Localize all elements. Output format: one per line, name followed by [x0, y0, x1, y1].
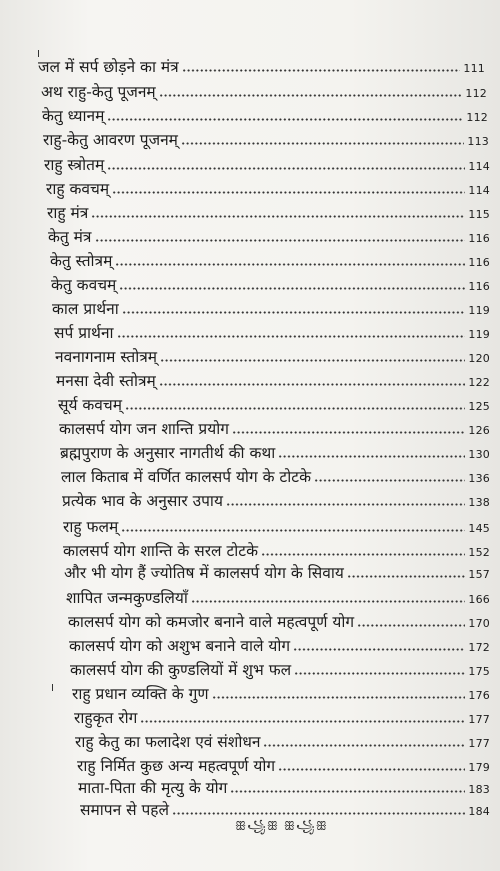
toc-entry-title: कालसर्प योग को अशुभ बनाने वाले योग — [69, 637, 291, 655]
toc-entry — [64, 560, 490, 582]
leader-dots — [293, 648, 465, 651]
toc-entry-title: राहु कवचम् — [46, 180, 110, 198]
toc-entry — [68, 609, 490, 631]
leader-dots — [107, 167, 465, 170]
toc-entry-title: राहु-केतु आवरण पूजनम् — [43, 131, 178, 149]
toc-entry-title: सूर्य कवचम् — [58, 396, 123, 414]
toc-entry-title: कालसर्प योग जन शान्ति प्रयोग — [59, 420, 229, 438]
toc-entry — [61, 464, 490, 486]
toc-entry — [54, 320, 490, 342]
toc-entry-page: 125 — [468, 400, 490, 413]
toc-entry-page: 172 — [468, 641, 490, 654]
toc-entry — [38, 54, 485, 76]
toc-entry-title: मनसा देवी स्तोत्रम् — [56, 372, 156, 390]
leader-dots — [278, 768, 465, 771]
toc-entry — [44, 152, 490, 174]
toc-entry — [58, 392, 490, 414]
toc-entry-page: 130 — [468, 448, 490, 461]
leader-dots — [172, 812, 465, 815]
toc-entry-page: 114 — [468, 184, 490, 197]
toc-entry — [70, 657, 490, 679]
toc-entry — [72, 681, 490, 703]
leader-dots — [122, 311, 466, 314]
toc-entry-title: कालसर्प योग की कुण्डलियों में शुभ फल — [70, 661, 292, 679]
leader-dots — [115, 263, 465, 266]
leader-dots — [191, 600, 465, 603]
toc-entry-title: राहु फलम् — [63, 518, 119, 536]
toc-entry-page: 112 — [466, 111, 488, 124]
toc-entry — [66, 585, 490, 607]
toc-entry-page: 122 — [468, 376, 490, 389]
toc-entry-title: नवनागनाम स्तोत्रम् — [55, 348, 158, 366]
toc-entry-page: 176 — [468, 689, 490, 702]
leader-dots — [91, 215, 465, 218]
toc-entry-page: 119 — [468, 304, 490, 317]
toc-entry-page: 116 — [468, 280, 490, 293]
toc-entry — [50, 248, 490, 270]
toc-entry-title: केतु ध्यानम् — [42, 107, 105, 125]
leader-dots — [226, 503, 465, 506]
leader-dots — [294, 672, 465, 675]
toc-entry — [41, 79, 487, 101]
leader-dots — [314, 479, 465, 482]
toc-entry-page: 126 — [468, 424, 490, 437]
margin-mark — [52, 684, 57, 691]
leader-dots — [212, 696, 466, 699]
leader-dots — [107, 118, 463, 121]
toc-entry-title: कालसर्प योग शान्ति के सरल टोटके — [63, 542, 259, 560]
toc-entry — [80, 797, 490, 819]
toc-entry — [78, 775, 490, 797]
toc-entry-page: 175 — [468, 665, 490, 678]
toc-entry-title: और भी योग हैं ज्योतिष में कालसर्प योग के सिवाय — [64, 564, 344, 582]
leader-dots — [95, 239, 466, 242]
leader-dots — [140, 720, 465, 723]
margin-mark — [38, 50, 43, 57]
leader-dots — [112, 191, 465, 194]
leader-dots — [159, 383, 466, 386]
toc-entry — [60, 440, 490, 462]
leader-dots — [181, 142, 464, 145]
toc-entry — [62, 488, 490, 510]
toc-entry-page: 145 — [468, 522, 490, 535]
toc-entry-page: 177 — [468, 737, 490, 750]
toc-entry-page: 138 — [468, 496, 490, 509]
leader-dots — [159, 94, 463, 97]
toc-entry — [63, 538, 490, 560]
toc-entry-title: केतु कवचम् — [51, 276, 117, 294]
toc-entry — [55, 344, 490, 366]
toc-entry-title: काल प्रार्थना — [52, 300, 119, 318]
toc-entry-page: 177 — [468, 713, 490, 726]
toc-entry — [75, 729, 490, 751]
toc-entry-title: राहु स्त्रोतम् — [44, 156, 105, 174]
toc-entry-title: जल में सर्प छोड़ने का मंत्र — [38, 58, 179, 76]
toc-entry-page: 115 — [468, 208, 490, 221]
toc-entry-title: माता-पिता की मृत्यु के योग — [78, 779, 228, 797]
toc-entry-page: 166 — [468, 593, 490, 606]
leader-dots — [278, 455, 465, 458]
toc-entry-title: लाल किताब में वर्णित कालसर्प योग के टोटके — [61, 468, 311, 486]
toc-entry-page: 170 — [468, 617, 490, 630]
leader-dots — [261, 553, 465, 556]
leader-dots — [232, 431, 465, 434]
toc-entry-title: राहु प्रधान व्यक्ति के गुण — [72, 685, 209, 703]
toc-entry-title: समापन से पहले — [80, 801, 170, 819]
toc-entry-page: 114 — [468, 160, 490, 173]
leader-dots — [119, 287, 465, 290]
toc-entry-page: 111 — [463, 62, 485, 75]
toc-entry-title: कालसर्प योग को कमजोर बनाने वाले महत्वपूर्ण योग — [68, 613, 355, 631]
leader-dots — [182, 69, 461, 72]
toc-entry-title: शापित जन्मकुण्डलियाँ — [66, 589, 188, 607]
toc-entry-page: 136 — [468, 472, 490, 485]
toc-entry-title: अथ राहु-केतु पूजनम् — [41, 83, 156, 101]
toc-entry — [43, 127, 489, 149]
leader-dots — [347, 575, 466, 578]
toc-entry-title: प्रत्येक भाव के अनुसार उपाय — [62, 492, 223, 510]
toc-entry-page: 119 — [468, 328, 490, 341]
leader-dots — [117, 335, 466, 338]
leader-dots — [263, 744, 465, 747]
toc-entry-page: 112 — [465, 87, 487, 100]
toc-entry — [48, 224, 490, 246]
toc-entry-title: राहु निर्मित कुछ अन्य महत्वपूर्ण योग — [77, 757, 276, 775]
toc-entry-title: सर्प प्रार्थना — [54, 324, 114, 342]
toc-entry-title: केतु स्तोत्रम् — [50, 252, 113, 270]
leader-dots — [121, 529, 465, 532]
toc-entry — [47, 200, 490, 222]
leader-dots — [125, 407, 465, 410]
toc-entry — [42, 103, 488, 125]
toc-entry-title: केतु मंत्र — [48, 228, 92, 246]
toc-entry-page: 113 — [467, 135, 489, 148]
toc-entry-page: 183 — [468, 783, 490, 796]
toc-entry-page: 120 — [468, 352, 490, 365]
toc-entry — [59, 416, 490, 438]
toc-entry-page: 116 — [468, 232, 490, 245]
toc-entry-page: 116 — [468, 256, 490, 269]
toc-entry — [46, 176, 490, 198]
toc-entry — [51, 272, 490, 294]
toc-entry — [74, 705, 490, 727]
toc-entry-page: 157 — [468, 568, 490, 581]
toc-entry-page: 179 — [468, 761, 490, 774]
toc-entry — [52, 296, 490, 318]
leader-dots — [230, 790, 465, 793]
leader-dots — [357, 624, 465, 627]
toc-entry-title: राहु मंत्र — [47, 204, 89, 222]
toc-entry-page: 152 — [468, 546, 490, 559]
toc-entry — [69, 633, 490, 655]
toc-entry-page: 184 — [468, 805, 490, 818]
leader-dots — [160, 359, 465, 362]
toc-entry — [56, 368, 490, 390]
toc-entry — [63, 514, 490, 536]
toc-entry-title: राहुकृत रोग — [74, 709, 138, 727]
footer-ornament: ꕥ꧁ꕥ ꕥ꧁ꕥ — [235, 819, 328, 833]
toc-entry-title: राहु केतु का फलादेश एवं संशोधन — [75, 733, 261, 751]
toc-entry-title: ब्रह्मपुराण के अनुसार नागतीर्थ की कथा — [60, 444, 276, 462]
toc-entry — [77, 753, 490, 775]
